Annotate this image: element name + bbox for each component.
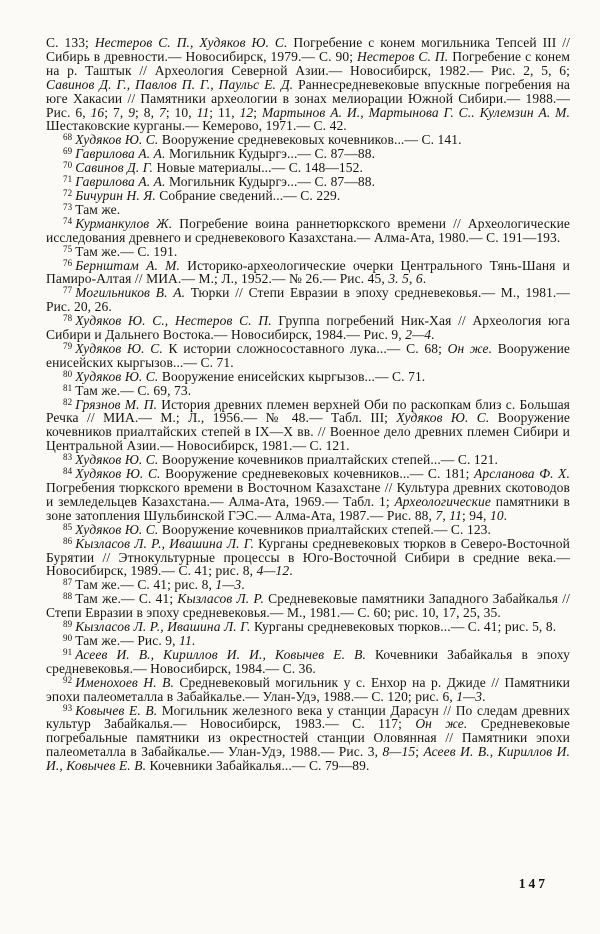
reference-text: Там же.— С. 41; (75, 591, 178, 607)
footnote-number: 90 (63, 632, 73, 643)
italic-text: Кызласов Л. Р., Ивашина Л. Г. (75, 535, 254, 551)
footnote-87 (46, 578, 570, 592)
footnote-number: 86 (63, 535, 73, 546)
reference-text: Могильник железного века у станции Дарасун // По следам древних культур Забайкалья.— Новосибирск, 1983.— С. 117; (46, 702, 571, 732)
italic-text: 3. 5, 6 (388, 271, 423, 287)
italic-text: 11 (179, 632, 192, 648)
italic-text: Савинов Д. Г., Павлов П. Г., Паульс Е. Д. (46, 76, 294, 92)
footnote-88 (46, 592, 570, 620)
italic-text: Кызласов Л. Р. (177, 591, 264, 607)
footnote-77 (46, 286, 570, 314)
footnote-89 (46, 620, 570, 634)
reference-text: Средневековые памятники Западного Забайкалья // Степи Евразии в эпоху средневековья.— М., 1981.— С. 60; рис. 10, 17, 25, 35. (46, 591, 570, 621)
footnote-69 (46, 147, 570, 161)
italic-text: Он же. (447, 340, 493, 356)
footnote-92 (46, 676, 570, 704)
reference-text: . (503, 507, 508, 523)
footnote-76 (46, 259, 570, 287)
reference-text: Историко-археологические очерки Центрального Тянь-Шаня и Памиро-Алтая // МИА.— М.; Л., 1952.— № 26.— Рис. 45, (46, 257, 571, 287)
footnote-number: 82 (63, 396, 73, 407)
reference-text: . (431, 327, 435, 343)
reference-text: Погребение воина раннетюркского времени // Археологические исследования древнего и средневекового Казахстана.— Алма-Ата, 1980.— С. 191—193. (46, 215, 570, 245)
italic-text: Асеев И. В., Кириллов И. И., Ковычев Е. В. (75, 646, 366, 662)
reference-text: Погребения тюркского времени в Восточном Казахстане // Культура древних скотоводов и земледельцев Казахстана.— Алма-Ата, 1969.— Табл. 1; (46, 480, 570, 509)
footnote-79 (46, 342, 570, 370)
reference-text: Там же.— С. 191. (75, 243, 178, 259)
footnote-number: 88 (63, 591, 73, 602)
italic-text: 12 (239, 104, 254, 120)
reference-text: Могильник Кудыргэ...— С. 87—88. (165, 174, 376, 190)
italic-text: Именохоев Н. В. (75, 674, 174, 690)
reference-text: Погребение с конем на р. Таштык // Археология Северной Азии.— Новосибирск, 1982.— Рис. 2, 5, 6; (46, 48, 570, 78)
footnote-90 (46, 634, 570, 648)
reference-text: Там же.— Рис. 9, (75, 632, 180, 648)
italic-text: 11 (196, 104, 210, 120)
footnote-number: 75 (63, 243, 73, 254)
reference-text: Вооружение кочевников приалтайских степей...— С. 121. (158, 452, 498, 468)
italic-text: Асеев И. В., Кириллов И. И., Ковычев Е. В. (46, 744, 570, 774)
italic-text: Худяков Ю. С. (75, 132, 159, 148)
italic-text: Худяков Ю. С. (75, 466, 161, 482)
reference-text: Кочевники Забайкалья...— С. 79—89. (146, 758, 370, 774)
reference-text: Курганы средневековых тюрков...— С. 41; рис. 5, 8. (250, 619, 557, 635)
footnote-70 (46, 161, 570, 175)
footnote-number: 77 (63, 285, 73, 296)
italic-text: Курманкулов Ж. (75, 215, 173, 231)
footnote-number: 76 (63, 257, 73, 268)
reference-text: ; (415, 744, 424, 760)
reference-text: Раннесредневековые впускные погребения на юге Хакасии // Памятники археологии в зонах мелиорации Южной Сибири.— 1988.— Рис. 6, (46, 76, 570, 120)
footnote-84 (46, 467, 570, 523)
reference-text: Вооружение кочевников приалтайских степей в IX—X вв. // Военное дело древних племен Сибири и Центральной Азии.— Новосибирск, 1981.— С. 121. (46, 410, 570, 454)
reference-text: Погребение с конем могильника Тепсей III // Сибирь в древности.— Новосибирск, 1979.— С. 90; (46, 35, 570, 64)
reference-text: ; 8, (135, 104, 159, 120)
footnote-75 (46, 245, 570, 259)
italic-text: Худяков Ю. С. (75, 521, 159, 537)
italic-text: 8—15 (382, 744, 416, 760)
footnote-continuation (46, 36, 570, 133)
reference-text: . (241, 577, 245, 593)
italic-text: 7 (158, 104, 166, 120)
footnote-74 (46, 217, 570, 245)
italic-text: Гаврилова А. А. (75, 146, 166, 162)
footnote-85 (46, 523, 570, 537)
footnote-number: 89 (63, 619, 73, 630)
page-number: 147 (518, 876, 548, 891)
reference-text: История древних племен верхней Оби по раскопкам близ с. Большая Речка // МИА.— М.; Л., 1956.— № 48.— Табл. III; (46, 396, 570, 426)
italic-text: Нестеров С. П. (357, 48, 449, 64)
footnote-number: 69 (63, 146, 73, 157)
footnote-number: 78 (63, 313, 73, 324)
reference-text: ; 7, (104, 104, 129, 120)
italic-text: Грязнов М. П. (75, 396, 158, 412)
footnote-number: 68 (63, 132, 73, 143)
reference-text: С. 133; (46, 35, 95, 50)
footnote-number: 81 (63, 382, 73, 393)
italic-text: Худяков Ю. С. (75, 452, 159, 468)
reference-text: . (422, 271, 427, 287)
reference-text: Вооружение енисейских кыргызов...— С. 71. (46, 340, 570, 370)
reference-text: ; 10, (165, 104, 197, 120)
reference-text: Вооружение средневековых кочевников...— С. 181; (160, 466, 474, 482)
reference-text: Там же.— С. 41; рис. 8, (75, 577, 216, 593)
footnote-number: 91 (63, 646, 73, 657)
italic-text: Худяков Ю. С. (75, 368, 159, 384)
footnote-71 (46, 175, 570, 189)
italic-text: 2—4 (405, 327, 432, 343)
footnote-number: 93 (63, 702, 73, 713)
footnote-91 (46, 648, 570, 676)
footnote-68 (46, 133, 570, 147)
footnote-number: 83 (63, 452, 73, 463)
italic-text: Арсланова Ф. Х. (474, 466, 571, 482)
reference-text: Вооружение енисейских кыргызов...— С. 71. (158, 368, 426, 384)
reference-text: Новые материалы...— С. 148—152. (153, 160, 363, 176)
reference-text: Курганы средневековых тюрков в Северо-Восточной Бурятии // Этнокультурные процессы в Юго-Восточной Сибири в средние века.— Новосибирск, 1989.— С. 41; рис. 8, (46, 535, 570, 579)
italic-text: Савинов Д. Г. (75, 160, 154, 176)
footnote-72 (46, 189, 570, 203)
footnote-number: 84 (63, 466, 73, 477)
reference-text: ; 11, (209, 104, 240, 120)
reference-text: ; (253, 104, 262, 120)
footnote-number: 79 (63, 340, 73, 351)
references-list (46, 36, 570, 773)
footnote-number: 74 (63, 215, 73, 226)
footnote-78 (46, 314, 570, 342)
footnote-number: 80 (63, 368, 73, 379)
footnote-93 (46, 704, 570, 774)
reference-text: Собрание сведений...— С. 229. (155, 187, 341, 203)
footnote-number: 85 (63, 521, 73, 532)
reference-text: Кочевники Забайкалья в эпоху средневековья.— Новосибирск, 1984.— С. 36. (46, 646, 570, 676)
reference-text: Могильник Кудыргэ...— С. 87—88. (165, 146, 376, 162)
footnote-number: 87 (63, 577, 73, 588)
reference-text: Средневековый могильник у с. Енхор на р. Джиде // Памятники эпохи палеометалла в Забайкалье.— Улан-Удэ, 1988.— С. 120; рис. 6, (46, 674, 570, 704)
reference-text: . (191, 632, 196, 648)
italic-text: Археологические (394, 493, 492, 509)
reference-text: Там же.— С. 69, 73. (75, 382, 192, 398)
footnote-number: 71 (63, 174, 73, 185)
footnote-73 (46, 203, 570, 217)
reference-text: Вооружение средневековых кочевников...— С. 141. (158, 132, 462, 148)
italic-text: Бернштам А. М. (75, 257, 180, 273)
italic-text: 4—12 (256, 563, 290, 579)
footnote-number: 70 (63, 160, 73, 171)
italic-text: Могильников В. А. (75, 285, 186, 301)
italic-text: Гаврилова А. А. (75, 174, 166, 190)
reference-text: ; 94, (461, 507, 490, 523)
footnote-86 (46, 537, 570, 579)
reference-text: . (482, 688, 486, 704)
italic-text: 10 (489, 507, 504, 523)
footnote-81 (46, 384, 570, 398)
footnote-number: 92 (63, 674, 73, 685)
italic-text: Бичурин Н. Я. (75, 187, 156, 203)
footnote-83 (46, 453, 570, 467)
italic-text: Нестеров С. П., Худяков Ю. С. (94, 35, 288, 50)
italic-text: 1—3 (215, 577, 242, 593)
reference-text: Средневековые погребальные памятники из окрестностей станции Оловянная // Памятники эпохи палеометалла в Забайкалье.— Улан-Удэ, 1988.— Рис. 3, (46, 716, 570, 760)
reference-text: К истории сложносоставного лука...— С. 68; (162, 340, 448, 356)
italic-text: 16 (90, 104, 105, 120)
footnote-80 (46, 370, 570, 384)
italic-text: Кызласов Л. Р., Ивашина Л. Г. (75, 619, 251, 635)
italic-text: Мартынов А. И., Мартынова Г. С.. Кулемзин А. М. (261, 104, 570, 120)
italic-text: Он же. (415, 716, 468, 732)
italic-text: 7, 11 (435, 507, 462, 523)
footnote-number: 73 (63, 201, 73, 212)
italic-text: 1—3 (456, 688, 483, 704)
reference-text: Там же. (75, 201, 121, 217)
reference-text: памятники в зоне затопления Шульбинской ГЭС.— Алма-Ата, 1987.— Рис. 88, (46, 493, 570, 523)
reference-text: . (289, 563, 293, 579)
footnote-number: 72 (63, 187, 73, 198)
footnote-82 (46, 398, 570, 454)
reference-text: Вооружение кочевников приалтайских степей.— С. 123. (158, 521, 492, 537)
italic-text: Ковычев Е. В. (75, 702, 158, 718)
reference-text: Шестаковские курганы.— Кемерово, 1971.— С. 42. (46, 118, 347, 134)
italic-text: Худяков Ю. С. (75, 340, 163, 356)
italic-text: Худяков Ю. С. (396, 410, 490, 426)
italic-text: 9 (128, 104, 136, 120)
italic-text: Худяков Ю. С., Нестеров С. П. (75, 313, 272, 329)
reference-text: Группа погребений Ник-Хая // Археология юга Сибири и Дальнего Востока.— Новосибирск, 1984.— Рис. 9, (46, 313, 570, 343)
reference-text: Тюрки // Степи Евразии в эпоху средневековья.— М., 1981.— Рис. 20, 26. (46, 285, 570, 315)
